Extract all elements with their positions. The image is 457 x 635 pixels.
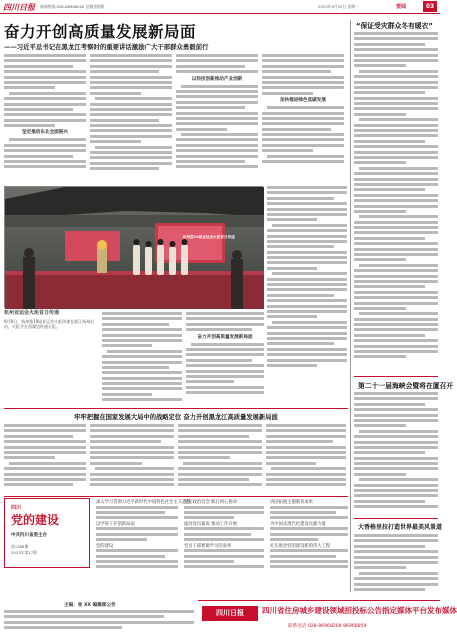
article-subheading: 奋力开创高质量发展新局面: [197, 334, 253, 340]
secondary-column-2: [90, 424, 174, 494]
right-article-title-1: “保证受灾群众冬有暖衣”: [356, 22, 433, 30]
masthead-info: 新闻热线:028-86968000 总编室值班: [40, 4, 105, 9]
right-article-title-3: 大香格里拉打造世界最美风景道: [358, 524, 443, 531]
footer-heading: 主编：张 XX 编辑部公告: [64, 603, 116, 608]
section-rule: [4, 408, 348, 409]
toc-column-2: [184, 500, 264, 592]
toc-item: 为中国式现代化建设贡献力量: [270, 521, 326, 527]
toc-item: 以学促干开创新局面: [96, 521, 135, 527]
party-box-title: 党的建设: [11, 513, 60, 527]
article-column-3: [176, 54, 258, 182]
article-column-7: [186, 312, 264, 406]
masthead: [0, 0, 440, 14]
right-column-2: [354, 392, 438, 516]
party-box-issue: 第1568期 2023年第17期: [11, 544, 37, 555]
secondary-headline: 牢牢把握在国家发展大局中的战略定位 奋力开创黑龙江高质量发展新局面: [74, 414, 278, 421]
ad-logo: 四川日报: [202, 606, 258, 621]
article-column-6: [102, 312, 182, 406]
secondary-column-3: [178, 424, 262, 494]
article-subheading: 加快推进绿色低碳发展: [280, 98, 326, 104]
photo-banner-text: 杭州第19届亚运会火炬首日传递: [183, 235, 235, 239]
party-box-sponsor: 中共四川省委主办: [11, 533, 47, 538]
toc-item: 坚定政治信念 践行初心使命: [184, 500, 237, 505]
party-box-logo: 四川: [11, 505, 22, 511]
photo-caption: [4, 311, 98, 330]
photo-scene: [5, 187, 264, 309]
secondary-column-4: [266, 424, 346, 494]
article-subheading: 以科技创新推动产业创新: [191, 76, 243, 82]
photo-caption-title: 杭州亚运会火炬首日传递: [4, 310, 60, 316]
right-column-1: [354, 32, 438, 372]
right-column-3: [354, 534, 438, 596]
secondary-column-1: [4, 424, 86, 494]
toc-item: 党员干部要做学习的表率: [184, 543, 232, 549]
toc-item: 扎实推进党的建设新的伟大工程: [270, 543, 331, 549]
ad-headline: 四川省住房城乡建设领域招投标公告指定媒体平台发布媒体: [262, 606, 457, 615]
party-building-box: [4, 498, 90, 568]
toc-column-1: [96, 500, 191, 592]
article-subheading: 坚定推动东北全面振兴: [22, 130, 68, 136]
article-column-4: [262, 54, 344, 182]
photo-caption-text: 9月8日，杭州第19届亚运会火炬传递在浙江杭州启动，火炬手在西湖边传递火炬。: [4, 318, 95, 329]
section-rule: [354, 376, 438, 377]
toc-item: 提高党员素质 推动工作开展: [184, 521, 237, 527]
toc-item: 巩固拓展主题教育成果: [270, 500, 313, 505]
toc-item: 党的建设: [96, 543, 114, 549]
right-article-title-2: 第二十一届海峡会暨将在厦召开: [358, 382, 454, 390]
article-column-2: [90, 54, 172, 182]
main-headline: 奋力开创高质量发展新局面: [4, 22, 197, 41]
main-subhead: ——习近平总书记在黑龙江考察时的重要讲话激励广大干部群众勇毅前行: [4, 43, 209, 51]
page-number: 03: [423, 1, 437, 12]
column-divider: [350, 20, 351, 592]
newspaper-logo: 四川日报: [3, 3, 35, 12]
section-rule: [4, 496, 348, 497]
toc-column-3: [270, 500, 348, 592]
footer-notice: [4, 600, 194, 634]
section-rule: [354, 518, 438, 519]
section-label: 要闻: [396, 4, 407, 10]
advertisement-banner: [198, 600, 457, 635]
toc-item: 深入学习贯彻习近平新时代中国特色社会主义思想: [96, 500, 191, 505]
article-column-1: [4, 54, 86, 182]
ad-phone: 联系电话 028-86968208 86968859: [288, 624, 367, 629]
issue-date: 2023年9月25日 星期一: [318, 4, 359, 9]
torch-relay-photo: [4, 186, 263, 308]
article-column-5: [267, 186, 347, 404]
